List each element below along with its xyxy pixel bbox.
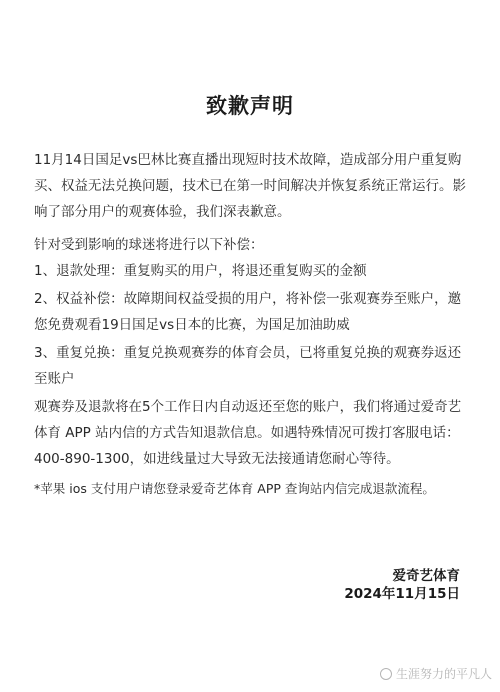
compensation-item-rights: 2、权益补偿：故障期间权益受损的用户，将补偿一张观赛券至账户，邀您免费观看19日国足vs日本的比赛，为国足加油助威 [34,291,462,333]
refund-notice-paragraph: 观赛券及退款将在5个工作日内自动返还至您的账户，我们将通过爱奇艺体育 APP 站内信的方式告知退款信息。如遇特殊情况可拨打客服电话：400-890-1300，如进线量过大导致无法接通请您耐心等待。 [34,399,462,467]
signature-date: 2024年11月15日 [344,586,460,602]
circle-logo-icon [380,668,392,680]
compensation-item-redeem: 3、重复兑换：重复兑换观赛券的体育会员，已将重复兑换的观赛券返还至账户 [34,345,462,387]
signature-org: 爱奇艺体育 [392,568,460,584]
compensation-item-refund: 1、退款处理：重复购买的用户，将退还重复购买的金额 [34,263,367,279]
compensation-lead: 针对受到影响的球迷将进行以下补偿： [34,237,264,253]
watermark [380,665,492,682]
intro-paragraph: 11月14日国足vs巴林比赛直播出现短时技术故障，造成部分用户重复购买、权益无法兑换问题，技术已在第一时间解决并恢复系统正常运行。影响了部分用户的观赛体验，我们深表歉意。 [34,152,466,220]
footnote: *苹果 ios 支付用户请您登录爱奇艺体育 APP 查询站内信完成退款流程。 [34,481,435,496]
watermark-text: 生涯努力的平凡人 [395,667,492,681]
page-title: 致歉声明 [206,94,294,118]
